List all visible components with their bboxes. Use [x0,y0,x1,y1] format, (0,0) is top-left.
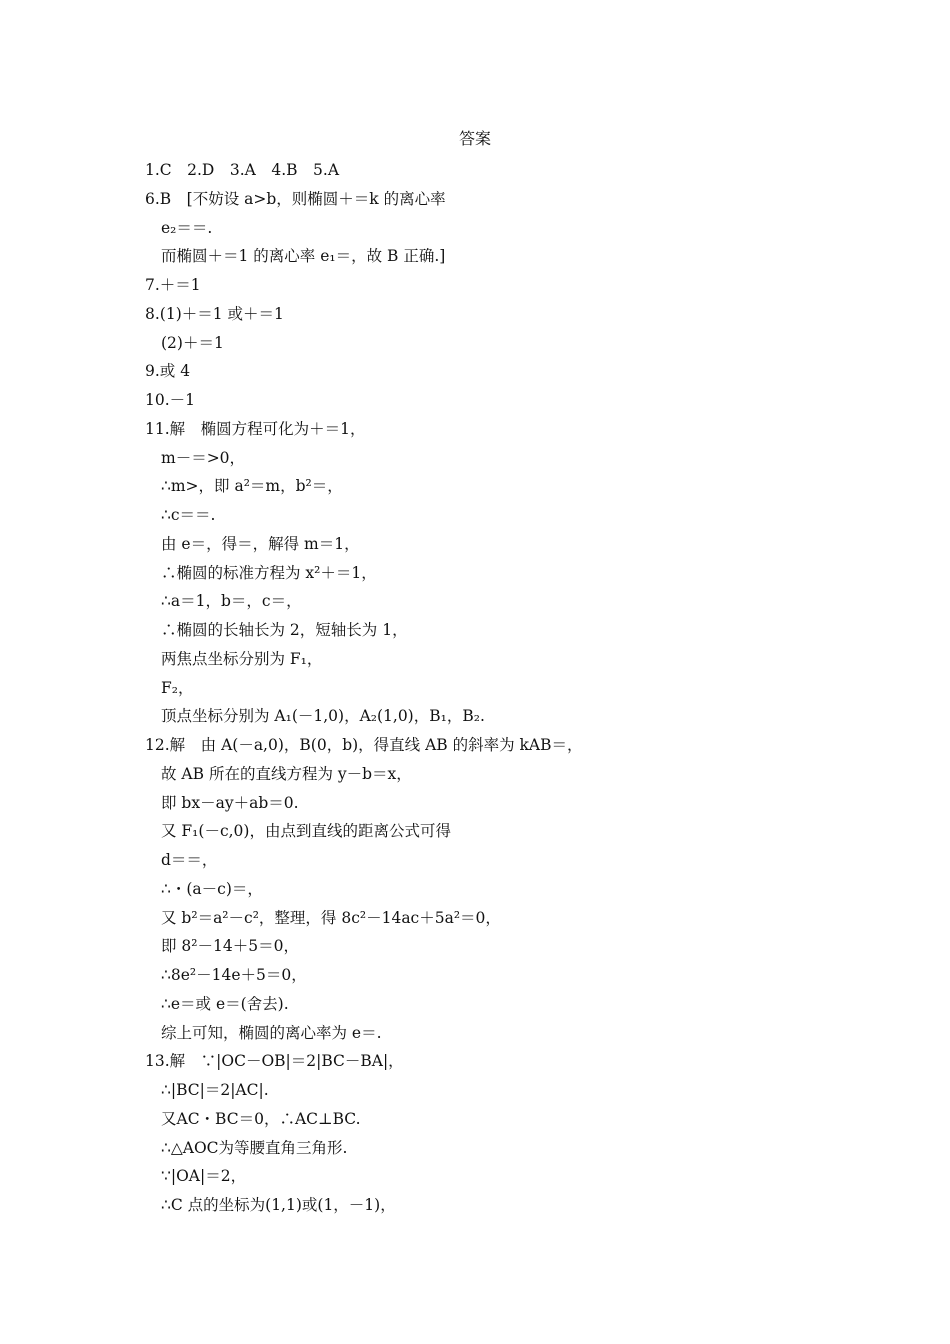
answer-line: ∴・(a－c)＝， [161,879,263,898]
answer-line: ∴a＝1，b＝，c＝， [161,592,302,611]
answer-line: ∴8e²－14e＋5＝0， [161,966,307,984]
answer-line: ∴|BC|＝2|AC|. [161,1081,269,1099]
answer-line: 又AC・BC＝0，∴AC⊥BC. [161,1109,361,1128]
answer-line: ∵|OA|＝2， [161,1167,247,1186]
answer-line: ∴m>，即 a²＝m，b²＝， [161,477,343,496]
answer-line: (2)＋＝1 [161,333,224,352]
page-title: 答案 [458,129,491,148]
answer-line: 而椭圆＋＝1 的离心率 e₁＝，故 B 正确.] [161,247,446,266]
answer-line: 顶点坐标分别为 A₁(－1,0)，A₂(1,0)，B₁，B₂. [161,707,485,726]
answer-line: ∴c＝＝. [161,506,216,524]
answer-line: d＝＝， [161,851,218,869]
answer-line: ∴e＝或 e＝(舍去). [161,994,289,1013]
answer-line: 又 b²＝a²－c²，整理，得 8c²－14ac＋5a²＝0， [161,908,501,927]
answer-line: ∴椭圆的标准方程为 x²＋＝1， [161,563,377,582]
answer-line: ∴C 点的坐标为(1,1)或(1，－1)， [161,1196,396,1214]
answer-line: m－＝>0， [161,448,246,467]
answer-line: 11.解 椭圆方程可化为＋＝1， [145,419,366,438]
answer-line: 6.B [不妨设 a>b，则椭圆＋＝k 的离心率 [145,189,446,208]
answer-line: 12.解 由 A(－a,0)，B(0，b)，得直线 AB 的斜率为 kAB＝， [145,736,583,754]
answer-line: 13.解 ∵|OC－OB|＝2|BC－BA|， [145,1052,404,1071]
answer-line: 综上可知，椭圆的离心率为 e＝. [161,1023,382,1042]
answer-line: 7.＋＝1 [145,276,201,294]
answer-line: 1.C 2.D 3.A 4.B 5.A [145,161,340,179]
answer-line: ∴椭圆的长轴长为 2，短轴长为 1， [161,621,408,639]
answer-line: F₂， [161,678,194,697]
answer-line: 8.(1)＋＝1 或＋＝1 [145,304,284,323]
answer-line: ∴△AOC为等腰直角三角形. [161,1138,348,1157]
answer-line: 由 e＝，得＝，解得 m＝1， [161,534,360,553]
answer-line: 又 F₁(－c,0)，由点到直线的距离公式可得 [161,822,451,841]
answer-line: 即 8²－14＋5＝0， [161,937,299,956]
answer-line: 两焦点坐标分别为 F₁， [161,649,323,668]
answer-line: 故 AB 所在的直线方程为 y－b＝x， [161,764,412,783]
answer-line: 9.或 4 [145,362,191,381]
answer-line: 即 bx－ay＋ab＝0. [161,793,299,812]
answer-line: 10.－1 [145,391,196,409]
answer-line: e₂＝＝. [161,218,213,237]
